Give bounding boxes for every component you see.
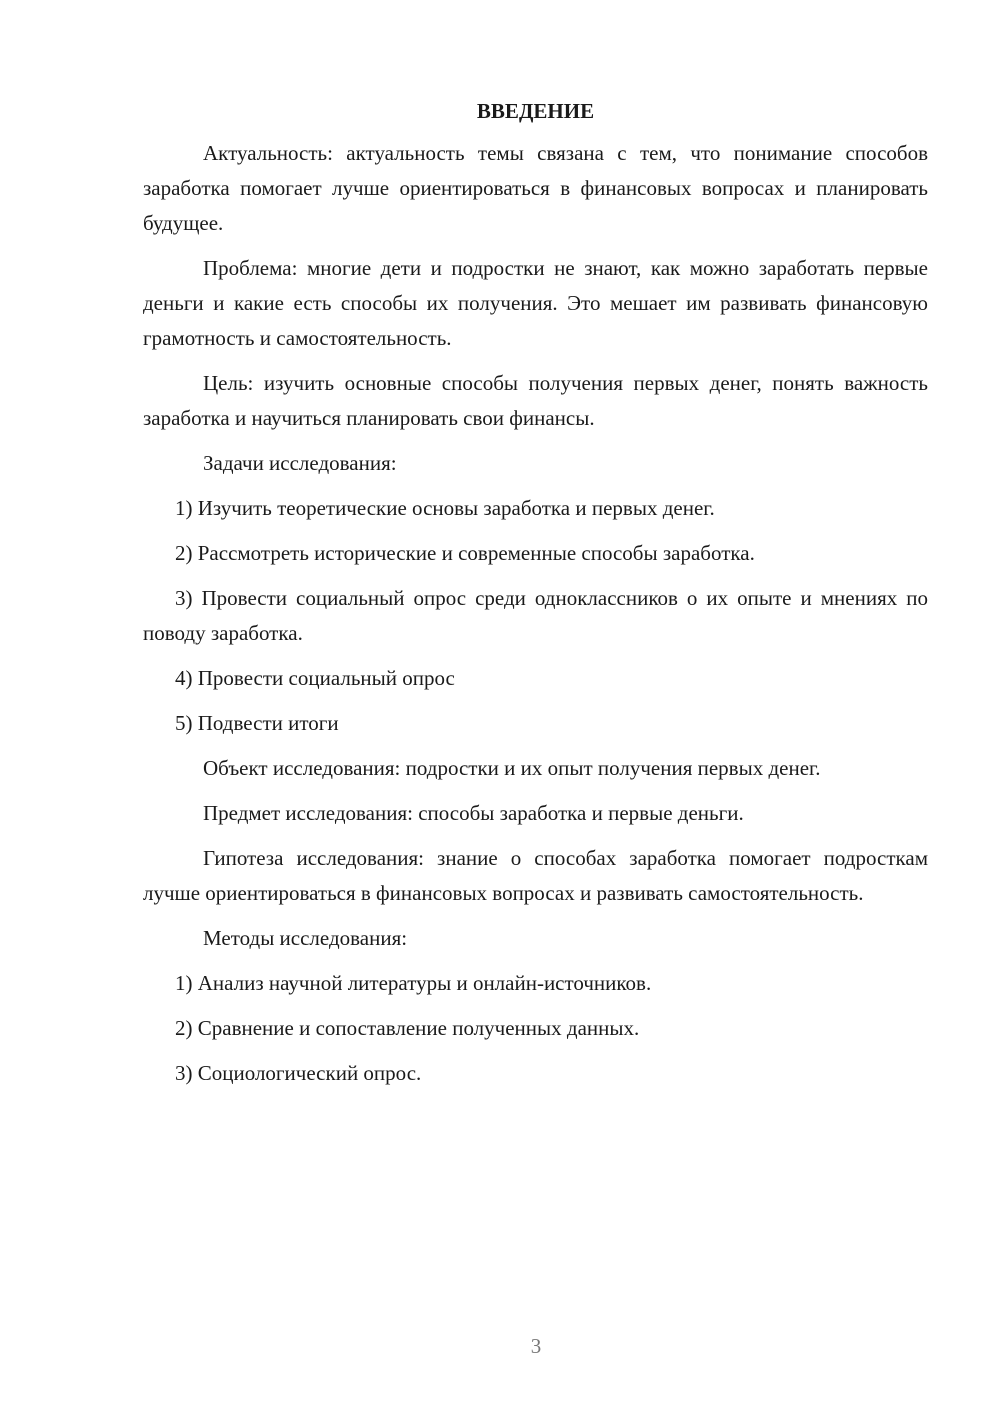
task-item-4: 4) Провести социальный опрос bbox=[175, 666, 455, 690]
method-item-1: 1) Анализ научной литературы и онлайн-источников. bbox=[175, 971, 652, 995]
document-page bbox=[143, 96, 928, 1101]
method-item-3: 3) Социологический опрос. bbox=[175, 1061, 422, 1085]
page-title: ВВЕДЕНИЕ bbox=[476, 99, 595, 123]
paragraph-problem: Проблема: многие дети и подростки не знают, как можно заработать первые деньги и какие есть способы их получения. Это мешает им развивать финансовую грамотность и самостоятельность. bbox=[143, 256, 928, 350]
page-number: 3 bbox=[530, 1334, 542, 1358]
task-item-1: 1) Изучить теоретические основы заработка и первых денег. bbox=[175, 496, 715, 520]
tasks-heading: Задачи исследования: bbox=[203, 451, 397, 475]
paragraph-hypothesis: Гипотеза исследования: знание о способах заработка помогает подросткам лучше ориентироваться в финансовых вопросах и развивать самостоятельность. bbox=[143, 846, 928, 905]
method-item-2: 2) Сравнение и сопоставление полученных данных. bbox=[175, 1016, 640, 1040]
task-item-2: 2) Рассмотреть исторические и современные способы заработка. bbox=[175, 541, 755, 565]
paragraph-goal: Цель: изучить основные способы получения первых денег, понять важность заработка и научиться планировать свои финансы. bbox=[143, 371, 928, 430]
task-item-5: 5) Подвести итоги bbox=[175, 711, 339, 735]
paragraph-object: Объект исследования: подростки и их опыт получения первых денег. bbox=[203, 756, 821, 780]
methods-heading: Методы исследования: bbox=[203, 926, 408, 950]
paragraph-relevance: Актуальность: актуальность темы связана с тем, что понимание способов заработка помогает лучше ориентироваться в финансовых вопросах и планировать будущее. bbox=[143, 141, 928, 235]
paragraph-subject: Предмет исследования: способы заработка и первые деньги. bbox=[203, 801, 744, 825]
task-item-3: 3) Провести социальный опрос среди одноклассников о их опыте и мнениях по поводу заработка. bbox=[143, 586, 928, 645]
